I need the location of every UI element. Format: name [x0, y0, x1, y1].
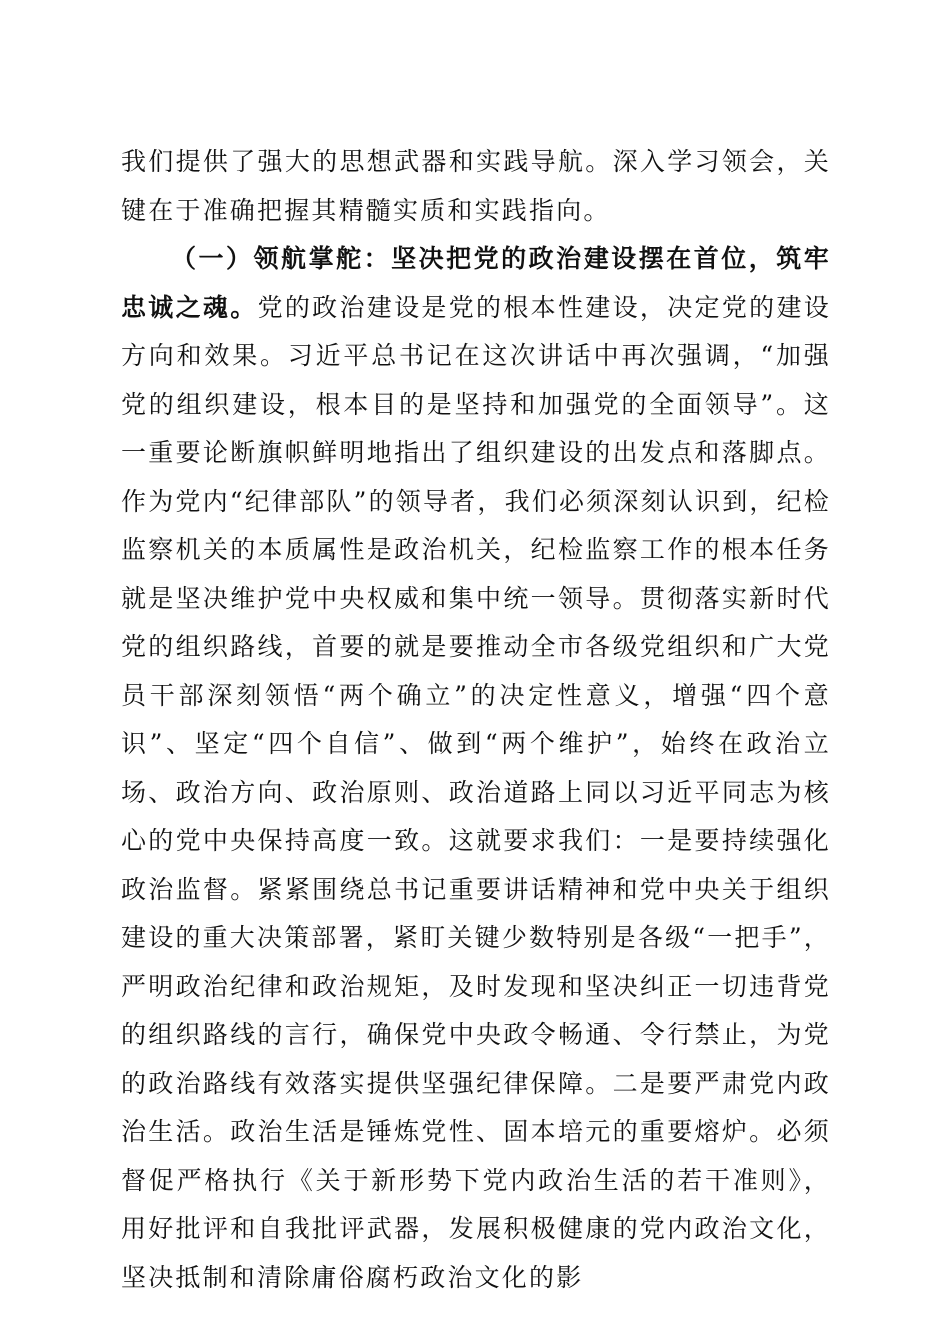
- paragraph-continued: 我们提供了强大的思想武器和实践导航。深入学习领会，关键在于准确把握其精髓实质和实践指向。: [121, 147, 831, 225]
- section-heading: （一）领航掌舵：坚决把党的政治建设摆在首位，筑牢忠诚之魂。: [121, 244, 831, 322]
- paragraph-section-one: [121, 235, 831, 1302]
- body-text: [121, 138, 831, 1302]
- section-body: 党的政治建设是党的根本性建设，决定党的建设方向和效果。习近平总书记在这次讲话中再次强调，“加强党的组织建设，根本目的是坚持和加强党的全面领导”。这一重要论断旗帜鲜明地指出了组织建设的出发点和落脚点。作为党内“纪律部队”的领导者，我们必须深刻认识到，纪检监察机关的本质属性是政治机关，纪检监察工作的根本任务就是坚决维护党中央权威和集中统一领导。贯彻落实新时代党的组织路线，首要的就是要推动全市各级党组织和广大党员干部深刻领悟“两个确立”的决定性意义，增强“四个意识”、坚定“四个自信”、做到“两个维护”，始终在政治立场、政治方向、政治原则、政治道路上同以习近平同志为核心的党中央保持高度一致。这就要求我们：一是要持续强化政治监督。紧紧围绕总书记重要讲话精神和党中央关于组织建设的重大决策部署，紧盯关键少数特别是各级“一把手”，严明政治纪律和政治规矩，及时发现和坚决纠正一切违背党的组织路线的言行，确保党中央政令畅通、令行禁止，为党的政治路线有效落实提供坚强纪律保障。二是要严肃党内政治生活。政治生活是锤炼党性、固本培元的重要熔炉。必须督促严格执行《关于新形势下党内政治生活的若干准则》，用好批评和自我批评武器，发展积极健康的党内政治文化，坚决抵制和清除庸俗腐朽政治文化的影: [121, 292, 831, 1292]
